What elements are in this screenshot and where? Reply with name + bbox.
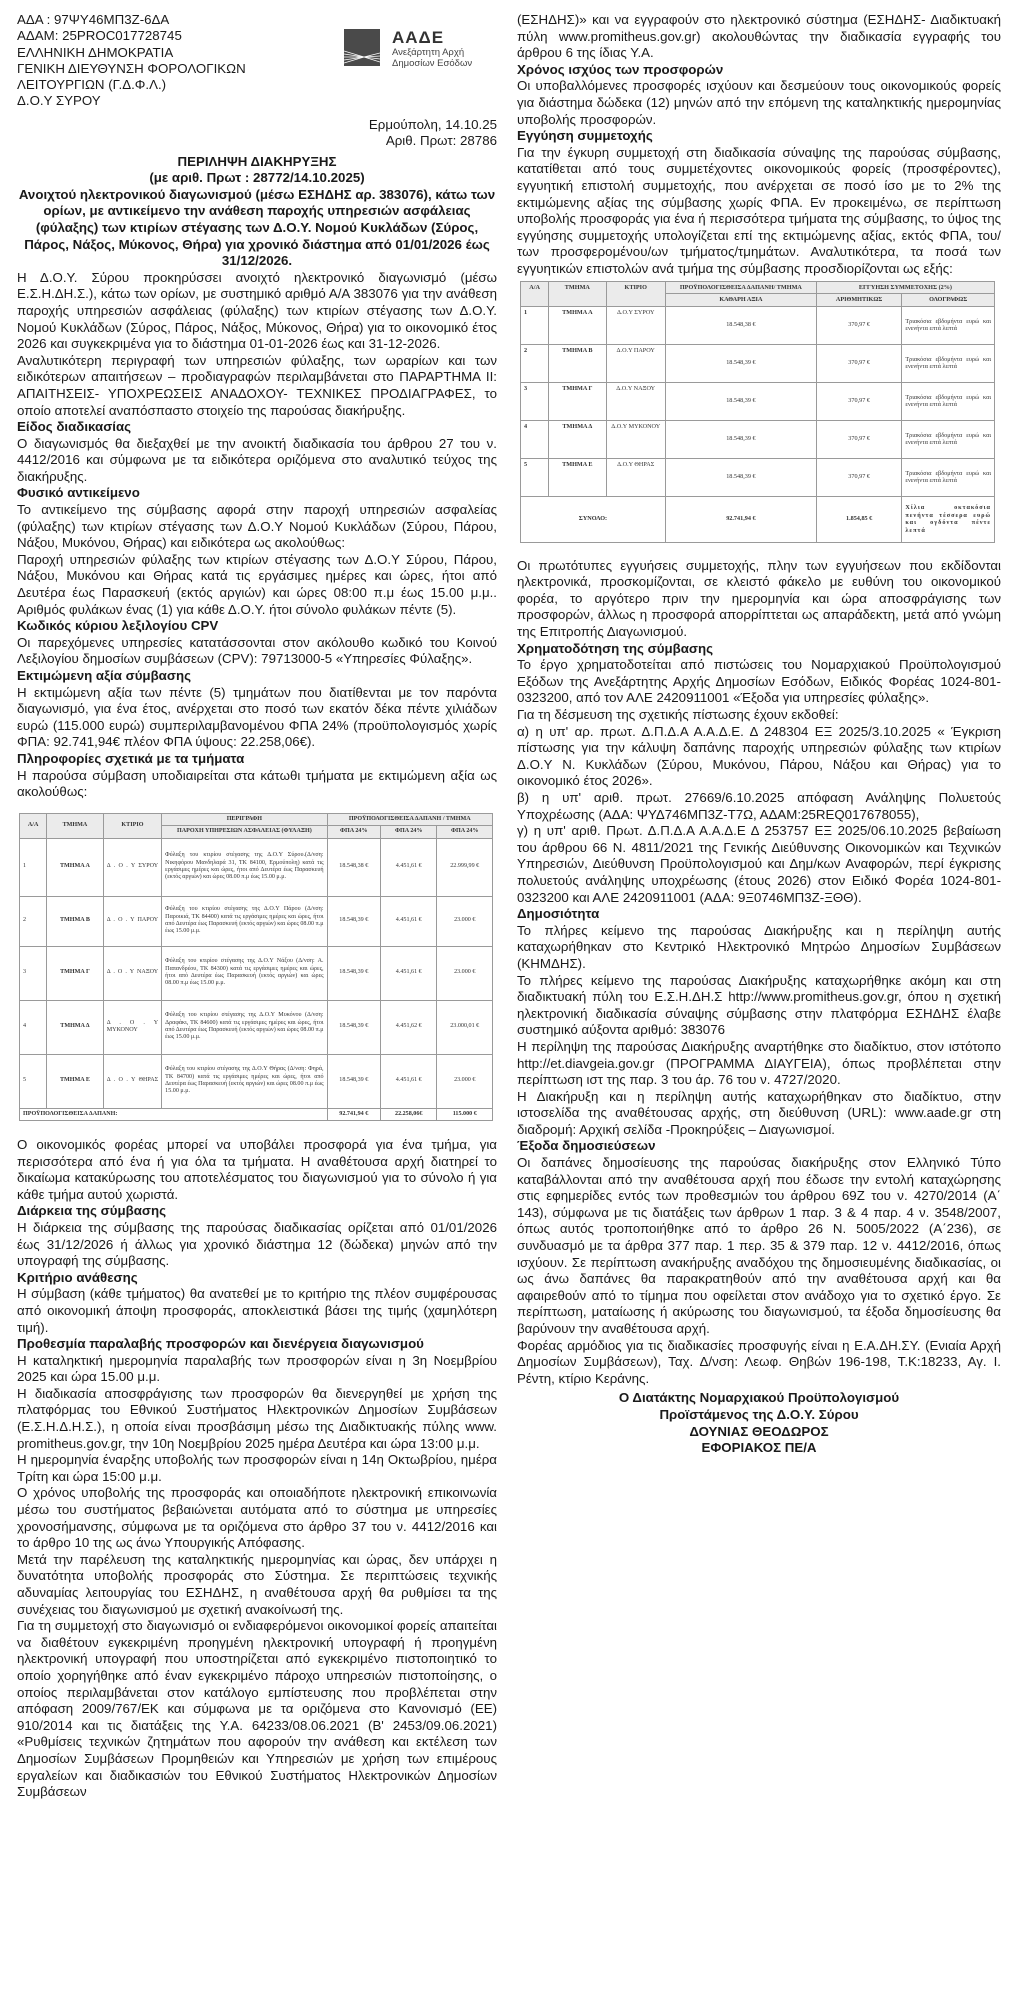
guarantee-table	[520, 281, 995, 543]
title-main: ΠΕΡΙΛΗΨΗ ΔΙΑΚΗΡΥΞΗΣ	[177, 153, 337, 169]
adam-line: ΑΔΑΜ: 25PROC017728745	[17, 28, 182, 44]
physical-object-text-2: Παροχή υπηρεσιών φύλαξης των κτιρίων στέγασης των Δ.Ο.Υ Σύρου, Πάρου, Νάξου, Μυκόνου και Θήρας κατά τις εργάσιμες ημέρες και ώρες, ήτοι από Δευτέρα έως Παρασκευή (εκτός αργιών) και ώρες 08:00 π.μ έως 15.00 μ.μ.. Αριθμός φυλάκων ένας (1) για κάθε Δ.Ο.Υ. ήτοι σύνολο φυλάκων πέντε (5).	[17, 551, 497, 617]
tax-office-line: Δ.Ο.Υ ΣΥΡΟΥ	[17, 93, 101, 109]
col-header-words: ΟΛΟΓΡΑΦΩΣ	[902, 294, 995, 307]
col-header-lot: ΤΜΗΜΑ	[549, 281, 606, 306]
col-header-net-value: ΚΑΘΑΡΗ ΑΞΙΑ	[665, 294, 816, 307]
cell-aa: 4	[20, 1000, 47, 1054]
cell-aa: 1	[20, 838, 47, 896]
cell-words: Τριακόσια εβδομήντα ευρώ και ενενήντα επτά λεπτά	[902, 344, 995, 382]
left-column	[17, 0, 497, 1801]
title-protocol: (με αριθ. Πρωτ : 28772/14.10.2025)	[149, 170, 365, 186]
cell-lot: ΤΜΗΜΑ Ε	[47, 1054, 103, 1108]
table-row	[20, 896, 493, 946]
total-net: 92.741,94 €	[665, 496, 816, 542]
col-header-vat-1: ΦΠΑ 24%	[327, 826, 380, 838]
funding-text-1: Το έργο χρηματοδοτείται από πιστώσεις του Νομαρχιακού Προϋπολογισμού Εξόδων της Ανεξάρτητης Αρχής Δημοσίων Εσόδων, Ειδικός Φορέας 1024-801-0323200, από τον ΑΛΕ 2420911001 «Έξοδα για υπηρεσίες φύλαξης».	[517, 657, 1001, 706]
duration-text: Η διάρκεια της σύμβασης της παρούσας διαδικασίας ορίζεται από 01/01/2026 έως 31/12/2026 ή άλλως για χρονικό διάστημα 12 (δώδεκα) μηνών από την υπογραφή της σύμβασης.	[17, 1219, 497, 1269]
right-column	[517, 12, 1001, 1457]
col-header-description-sub: ΠΑΡΟΧΗ ΥΠΗΡΕΣΙΩΝ ΑΣΦΑΛΕΙΑΣ (ΦΥΛΑΞΗ)	[162, 826, 327, 838]
publication-costs-text: Οι δαπάνες δημοσίευσης της παρούσας διακήρυξης στον Ελληνικό Τύπο καταβάλλονται από την αναθέτουσα αρχή που έδωσε την εντολή καταχώρησης στις εφημερίδες εντός των προθεσμιών του άρθρου 69Ζ του ν. 4270/2014 (Α΄ 143), σύμφωνα με τις διατάξεις των άρθρων 1 παρ. 3 & 4 παρ. 4 ν. 3548/2007, όπως αυτός τροποποιήθηκε από το άρθρο 26 Ν. 5005/2022 (Α΄236), σε συνδυασμό με τα άρθρα 377 παρ. 1 περ. 35 & 379 παρ. 12 ν. 4412/2016, όπως ισχύουν. Σε περίπτωση ανακήρυξης αναδόχου της δημοσιευμένης διαδικασίας, οι ως άνω δαπάνες θα παρακρατηθούν από την αναθέτουσα αρχή και θα αφαιρεθούν από το τίμημα που οφείλεται στον ανάδοχο για το σχετικό έργο. Σε περίπτωση, ματαίωσης ή ακύρωσης του διαγωνισμού, τα έξοδα δημοσίευσης θα βαρύνουν την αναθέτουσα αρχή.	[517, 1155, 1001, 1336]
heading-lots-info: Πληροφορίες σχετικά με τα τμήματα	[17, 750, 245, 766]
cell-building: Δ . Ο . Υ ΠΑΡΟΥ	[103, 896, 161, 946]
cell-net: 18.548,38 €	[327, 838, 380, 896]
directorate-line: ΓΕΝΙΚΗ ΔΙΕΥΘΥΝΣΗ ΦΟΡΟΛΟΓΙΚΩΝ	[17, 60, 246, 76]
cell-lot: ΤΜΗΜΑ Β	[47, 896, 103, 946]
cell-building: Δ . Ο . Υ ΘΗΡΑΣ	[103, 1054, 161, 1108]
heading-cpv: Κωδικός κύριου λεξιλογίου CPV	[17, 618, 219, 634]
letterhead	[17, 0, 497, 109]
cell-description: Φύλαξη του κτιρίου στέγασης της Δ.Ο.Υ Μυκόνου (Δ/νση: Δραφάκι, ΤΚ 84600) κατά τις εργάσιμες ημέρες και ώρες, ήτοι από Δευτέρα έως Παρασκευή (εκτός αργιών) και ώρες 08.00 π.μ έως 15.00 μ.μ.	[162, 1000, 327, 1054]
signatory-position: Προϊστάμενος της Δ.Ο.Υ. Σύρου	[659, 1406, 859, 1422]
cell-net: 18.548,39 €	[327, 1000, 380, 1054]
publicity-text-3: Η περίληψη της παρούσας Διακήρυξης αναρτήθηκε στο διαδίκτυο, στον ιστότοπο http://et.diavgeia.gov.gr (ΠΡΟΓΡΑΜΜΑ ΔΙΑΥΓΕΙΑ), όπως προβλέπεται στην περίπτωση ιστ της παρ. 3 του άρ. 76 του ν. 4727/2020.	[517, 1038, 1001, 1088]
funding-item-c: γ) η υπ' αριθ. Πρωτ. Δ.Π.Δ.Α Α.Α.Δ.Ε Δ 253757 ΕΞ 2025/06.10.2025 βεβαίωση του άρθρου 66 Ν. 4811/2021 της Γενικής Διεύθυνσης Οικονομικών και Τεχνικών Υπηρεσιών, Διεύθυνση Προϋπολογισμού και Δημ/κων Αναφορών, περί έγκρισης πολυετούς ανάληψης υποχρέωσης (έτους 2026) στον Ειδικό Φορέα 1024-801-0323200 και ΑΛΕ 2420911001 (ΑΔΑ: 9Ξ0746ΜΠ3Ζ-ΞΘΘ).	[517, 823, 1001, 905]
cell-total: 23.000 €	[437, 1054, 493, 1108]
cell-building: Δ . Ο . Υ ΜΥΚΟΝΟΥ	[103, 1000, 161, 1054]
total-sum: 115.000 €	[437, 1108, 493, 1120]
operations-line: ΛΕΙΤΟΥΡΓΙΩΝ (Γ.Δ.Φ.Λ.)	[17, 77, 167, 93]
col-header-budget: ΠΡΟΫΠΟΛΟΓΙΣΘΕΙΣΑ ΔΑΠΑΝΗ / ΤΜΗΜΑ	[327, 813, 492, 825]
continuation-text: (ΕΣΗΔΗΣ)» και να εγγραφούν στο ηλεκτρονικό σύστημα (ΕΣΗΔΗΣ- Διαδικτυακή πύλη www.promitheus.gov.gr) ακολουθώντας την διαδικασία εγγραφής του άρθρου 6 της ίδιας Υ.Α.	[517, 12, 1001, 61]
cell-aa: 3	[521, 382, 549, 420]
cell-vat: 4.451,62 €	[381, 1000, 437, 1054]
table-row	[521, 306, 995, 344]
cell-net: 18.548,39 €	[327, 1054, 380, 1108]
date-protocol-block	[17, 117, 497, 150]
col-header-budget: ΠΡΟΫΠΟΛΟΓΙΣΘΕΙΣΑ ΔΑΠΑΝΗ/ ΤΜΗΜΑ	[665, 281, 816, 294]
table-row	[20, 1000, 493, 1054]
cell-description: Φύλαξη του κτιρίου στέγασης της Δ.Ο.Υ Νάξου (Δ/νση: Α. Παπανδρέου, ΤΚ 84300) κατά τις εργάσιμες ημέρες και ώρες, ήτοι από Δευτέρα έως Παρασκευή (εκτός αργιών) και ώρες 08.00 π.μ έως 15.00 μ.μ.	[162, 946, 327, 1000]
cell-total: 23.000,01 €	[437, 1000, 493, 1054]
cpv-text: Οι παρεχόμενες υπηρεσίες κατατάσσονται στον ακόλουθο κωδικό του Κοινού Λεξιλογίου δημοσίων συμβάσεων (CPV): 79713000-5 «Υπηρεσίες Φύλαξης».	[17, 634, 497, 667]
cell-numeric: 370,97 €	[816, 458, 902, 496]
table-row	[20, 838, 493, 896]
protocol-number: Αριθ. Πρωτ: 28786	[385, 133, 497, 149]
cell-aa: 5	[521, 458, 549, 496]
deadline-text-5: Μετά την παρέλευση της καταληκτικής ημερομηνίας και ώρας, δεν υπάρχει η δυνατότητα υποβολής προσφοράς στο Σύστημα. Σε περιπτώσεις τεχνικής αδυναμίας λειτουργίας του ΕΣΗΔΗΣ, η αναθέτουσα αρχή θα ρυθμίσει τα της συνέχειας του διαγωνισμού με σχετική ανακοίνωσή της.	[17, 1551, 497, 1617]
cell-words: Τριακόσια εβδομήντα ευρώ και ενενήντα επτά λεπτά	[902, 458, 995, 496]
table-row	[521, 420, 995, 458]
heading-publication-costs: Έξοδα δημοσιεύσεων	[517, 1138, 656, 1154]
cell-vat: 4.451,61 €	[381, 838, 437, 896]
heading-funding: Χρηματοδότηση της σύμβασης	[517, 640, 714, 656]
cell-aa: 4	[521, 420, 549, 458]
table-row	[521, 382, 995, 420]
cell-aa: 2	[20, 896, 47, 946]
col-header-aa: Α/Α	[20, 813, 47, 838]
cell-lot: ΤΜΗΜΑ Β	[549, 344, 606, 382]
cell-net: 18.548,38 €	[665, 306, 816, 344]
heading-physical-object: Φυσικό αντικείμενο	[17, 485, 140, 501]
col-header-description: ΠΕΡΙΓΡΑΦΗ	[162, 813, 327, 825]
cell-numeric: 370,97 €	[816, 382, 902, 420]
cell-numeric: 370,97 €	[816, 306, 902, 344]
cell-building: Δ . Ο . Υ ΝΑΞΟΥ	[103, 946, 161, 1000]
lots-info-text: Η παρούσα σύμβαση υποδιαιρείται στα κάτωθι τμήματα με εκτιμώμενη αξία ως ακολούθως:	[17, 767, 497, 800]
cell-vat: 4.451,61 €	[381, 1054, 437, 1108]
cell-aa: 1	[521, 306, 549, 344]
publicity-text-2: Το πλήρες κείμενο της παρούσας Διακήρυξης καταχωρήθηκε ακόμη και στη διαδικτυακή πύλη του Ε.Σ.Η.ΔΗ.Σ http://www.promitheus.gov.gr, όπου η σχετική ηλεκτρονική διαδικασία σύναψης σύμβασης στην πλατφόρμα ΕΣΗΔΗΣ έλαβε συστημικό αύξοντα αριθμό: 383076	[517, 972, 1001, 1038]
heading-publicity: Δημοσιότητα	[517, 906, 600, 922]
col-header-vat-2: ΦΠΑ 24%	[381, 826, 437, 838]
deadline-text-2: Η διαδικασία αποσφράγισης των προσφορών θα διενεργηθεί με χρήση της πλατφόρμας του Εθνικού Συστήματος Ηλεκτρονικών Δημοσίων Συμβάσεων (Ε.Σ.Η.Δ.Η.Σ.), η οποία είναι προσβάσιμη μέσω της Διαδικτυακής πύλης www. promitheus.gov.gr, την 10η Νοεμβρίου 2025 ημέρα Δευτέρα και ώρα 13:00 μ.μ.	[17, 1385, 497, 1451]
procedure-type-text: Ο διαγωνισμός θα διεξαχθεί με την ανοικτή διαδικασία του άρθρου 27 του ν. 4412/2016 και σύμφωνα με τα ειδικότερα οριζόμενα στο αναλυτικό τεύχος της διακήρυξης.	[17, 435, 497, 484]
cell-net: 18.548,39 €	[665, 382, 816, 420]
funding-item-a: α) η υπ' αρ. πρωτ. Δ.Π.Δ.Α Α.Α.Δ.Ε. Δ 248304 ΕΞ 2025/3.10.2025 « Έγκριση πίστωσης για την κάλυψη δαπάνης παροχής υπηρεσιών φύλαξης των κτιρίων Δ.Ο.Υ Ν. Κυκλάδων (Σύρου, Μυκόνου, Πάρου, Νάξου και Θήρας) για το οικονομικό έτος 2026».	[517, 723, 1001, 789]
cell-net: 18.548,39 €	[665, 458, 816, 496]
table-row	[20, 1054, 493, 1108]
cell-words: Τριακόσια εβδομήντα ευρώ και ενενήντα επτά λεπτά	[902, 382, 995, 420]
deadline-text-3: Η ημερομηνία έναρξης υποβολής των προσφορών είναι η 14η Οκτωβρίου, ημέρα Τρίτη και ώρα 15:00 μ.μ.	[17, 1452, 497, 1484]
table-total-row	[20, 1108, 493, 1120]
deadline-text-6: Για τη συμμετοχή στο διαγωνισμό οι ενδιαφερόμενοι οικονομικοί φορείς απαιτείται να διαθέτουν εγκεκριμένη προηγμένη ηλεκτρονική υπογραφή ή προηγμένη ηλεκτρονική υπογραφή που υποστηρίζεται από εγκεκριμένο πιστοποιητικό το οποίο χορηγήθηκε από έναν εγκεκριμένο πάροχο υπηρεσιών πιστοποίησης, ο οποίος περιλαμβάνεται στον κατάλογο εμπίστευσης που προβλέπεται στην απόφαση 2009/767/ΕΚ και σύμφωνα με τα οριζόμενα στο Κανονισμό (ΕΕ) 910/2014 και τις διατάξεις της Υ.Α. 64233/08.06.2021 (Β' 2453/09.06.2021) «Ρυθμίσεις τεχνικών ζητημάτων που αφορούν την ανάθεση και εκτέλεση των Δημοσίων Συμβάσεων Προμηθειών και Υπηρεσιών με χρήση των επιμέρους εργαλείων και διαδικασιών του Εθνικού Συστήματος Ηλεκτρονικών Δημοσίων Συμβάσεων	[17, 1618, 497, 1800]
signature-block	[517, 1390, 1001, 1456]
cell-net: 18.548,39 €	[665, 344, 816, 382]
total-label: ΠΡΟΫΠΟΛΟΓΙΣΘΕΙΣΑ ΔΑΠΑΝΗ:	[20, 1108, 328, 1120]
funding-text-2: Για τη δέσμευση της σχετικής πίστωσης έχουν εκδοθεί:	[517, 707, 839, 723]
estimated-value-text: Η εκτιμώμενη αξία των πέντε (5) τμημάτων που διατίθενται με τον παρόντα διαγωνισμό, για ένα έτος, ανέρχεται στο ποσό των εκατόν δέκα πέντε χιλιάδων ευρώ (115.000 ευρώ) συμπεριλαμβανομένου ΦΠΑ 24% (προϋπολογισμός χωρίς ΦΠΑ: 92.741,94€ πλέον ΦΠΑ ύψους: 22.258,06€).	[17, 684, 497, 750]
heading-deadline: Προθεσμία παραλαβής προσφορών και διενέργεια διαγωνισμού	[17, 1336, 424, 1352]
cell-building: Δ.Ο.Υ ΘΗΡΑΣ	[606, 458, 665, 496]
lots-bidding-text: Ο οικονομικός φορέας μπορεί να υποβάλει προσφορά για ένα τμήμα, για περισσότερα από ένα ή για όλα τα τμήματα. Η αναθέτουσα αρχή διατηρεί το δικαίωμα κατακύρωσης του αποτελέσματος του διαγωνισμού για το σύνολο ή για κάθε τμήμα αυτού χωριστά.	[17, 1136, 497, 1202]
cell-description: Φύλαξη του κτιρίου στέγασης της Δ.Ο.Υ Σύρου.(Δ/νση: Νικηφόρου Μανδηλαρά 31, ΤΚ 84100, Ερμούπολη) κατά τις εργάσιμες ημέρες και ώρες, ήτοι από Δευτέρα έως Παρασκευή (εκτός αργιών) και ώρες 08.00 π.μ έως 15.00 μ.μ.	[162, 838, 327, 896]
cell-vat: 4.451,61 €	[381, 896, 437, 946]
cell-building: Δ.Ο.Υ ΣΥΡΟΥ	[606, 306, 665, 344]
aade-logo-mark-icon	[344, 29, 380, 66]
document-title	[17, 154, 497, 270]
total-numeric: 1.854,85 €	[816, 496, 902, 542]
participation-guarantee-text: Για την έγκυρη συμμετοχή στη διαδικασία σύναψης της παρούσας σύμβασης, κατατίθεται από τους συμμετέχοντες οικονομικούς φορείς (προσφέροντες), εγγυητική επιστολή συμμετοχής, που ανέρχεται σε ποσό ίσο με το 2% της εκτιμώμενης αξίας της σύμβασης χωρίς ΦΠΑ. Εν προκειμένω, σε περίπτωση υποβολής προσφοράς για ένα ή περισσότερα τμήματα της σύμβασης, το ύψος της εγγύησης συμμετοχής υπολογίζεται επί της εκτιμώμενης αξίας, εκτός ΦΠΑ, του/των προσφερομένου/ων τμήματος/τμημάτων. Αναλυτικότερα, τα ποσά των εγγυητικών επιστολών ανά τμήμα της σύμβασης προσδιορίζονται ως εξής:	[517, 144, 1001, 276]
cell-aa: 2	[521, 344, 549, 382]
cell-net: 18.548,39 €	[327, 946, 380, 1000]
cell-net: 18.548,39 €	[327, 896, 380, 946]
table-row	[521, 458, 995, 496]
deadline-text-4: Ο χρόνος υποβολής της προσφοράς και οποιαδήποτε ηλεκτρονική επικοινωνία μέσω του συστήματος βεβαιώνεται αυτόματα από το σύστημα με υπηρεσίες χρονοσήμανσης, σύμφωνα με τα οριζόμενα στο άρθρο 37 του ν. 4412/2016 και το άρθρο 10 της ως άνω Υπουργικής Απόφασης.	[17, 1485, 497, 1551]
title-subject: Ανοιχτού ηλεκτρονικού διαγωνισμού (μέσω ΕΣΗΔΗΣ αρ. 383076), κάτω των ορίων, με αντικείμενο την ανάθεση παροχής υπηρεσιών ασφάλειας (φύλαξης) των κτιρίων στέγασης των Δ.Ο.Υ. Νομού Κυκλάδων (Σύρος, Πάρος, Νάξος, Μύκονος, Θήρα) για χρονικό διάστημα από 01/01/2026 έως 31/12/2026.	[18, 186, 496, 269]
col-header-aa: Α/Α	[521, 281, 549, 306]
lots-budget-table	[19, 813, 493, 1121]
cell-lot: ΤΜΗΜΑ Δ	[47, 1000, 103, 1054]
cell-building: Δ.Ο.Υ ΠΑΡΟΥ	[606, 344, 665, 382]
intro-paragraph-2: Αναλυτικότερη περιγραφή των υπηρεσιών φύλαξης, των ωραρίων και των ειδικότερων απαιτήσεων – προδιαγραφών περιλαμβάνεται στο ΠΑΡΑΡΤΗΜΑ ΙΙ: ΑΠΑΙΤΗΣΕΙΣ- ΥΠΟΧΡΕΩΣΕΙΣ ΑΝΑΔΟΧΟΥ- ΤΕΧΝΙΚΕΣ ΠΡΟΔΙΑΓΡΑΦΕΣ, το οποίο αποτελεί αναπόσπαστο στοιχείο της παρούσας διακήρυξης.	[17, 352, 497, 418]
place-date: Ερμούπολη, 14.10.25	[368, 117, 497, 132]
heading-duration: Διάρκεια της σύμβασης	[17, 1203, 166, 1219]
heading-participation-guarantee: Εγγύηση συμμετοχής	[517, 128, 653, 144]
col-header-numeric: ΑΡΙΘΜΗΤΙΚΩΣ	[816, 294, 902, 307]
total-label: ΣΥΝΟΛΟ:	[521, 496, 666, 542]
publicity-text-1: Το πλήρες κείμενο της παρούσας Διακήρυξης και η περίληψη αυτής καταχωρήθηκαν στο Κεντρικό Ηλεκτρονικό Μητρώο Δημοσίων Συμβάσεων (ΚΗΜΔΗΣ).	[517, 922, 1001, 971]
cell-description: Φύλαξη του κτιρίου στέγασης της Δ.Ο.Υ Πάρου (Δ/νση: Παροικιά, ΤΚ 84400) κατά τις εργάσιμες ημέρες και ώρες, ήτοι από Δευτέρα έως Παρασκευή (εκτός αργιών) και ώρες 08.00 π.μ έως 15.00 μ.μ.	[162, 896, 327, 946]
col-header-guarantee: ΕΓΓΥΗΣΗ ΣΥΜΜΕΤΟΧΗΣ (2%)	[816, 281, 994, 294]
cell-building: Δ . Ο . Υ ΣΥΡΟΥ	[103, 838, 161, 896]
signatory-name: ΔΟΥΝΙΑΣ ΘΕΟΔΩΡΟΣ	[689, 1423, 829, 1439]
funding-item-b: β) η υπ' αριθ. πρωτ. 27669/6.10.2025 απόφαση Ανάληψης Πολυετούς Υποχρέωσης (ΑΔΑ: ΨΥΔ746ΜΠ3Ζ-Τ7Ω, ΑΔΑΜ:25REQ017678055),	[517, 790, 1001, 822]
offer-validity-text: Οι υποβαλλόμενες προσφορές ισχύουν και δεσμεύουν τους οικονομικούς φορείς για διάστημα δώδεκα (12) μηνών από την επόμενη της καταληκτικής ημερομηνίας υποβολής προσφορών.	[517, 78, 1001, 127]
table-row	[20, 946, 493, 1000]
logo-title: ΑΑΔΕ	[392, 28, 445, 47]
table-row	[521, 344, 995, 382]
aade-logo	[344, 29, 472, 69]
cell-total: 23.000 €	[437, 896, 493, 946]
publicity-text-4: Η Διακήρυξη και η περίληψη αυτής καταχωρήθηκαν στο διαδίκτυο, στην ιστοσελίδα της αναθέτουσας αρχής, στη διεύθυνση (URL): www.aade.gr στη διαδρομή: Αρχική σελίδα -Προκηρύξεις – Διαγωνισμοί.	[517, 1088, 1001, 1137]
cell-description: Φύλαξη του κτιρίου στέγασης της Δ.Ο.Υ Θήρας (Δ/νση: Φηρά, ΤΚ 84700) κατά τις εργάσιμες ημέρες και ώρες, ήτοι από Δευτέρα έως Παρασκευή (εκτός αργιών) και ώρες 08.00 π.μ έως 15.00 μ.μ.	[162, 1054, 327, 1108]
heading-award-criterion: Κριτήριο ανάθεσης	[17, 1269, 138, 1285]
heading-offer-validity: Χρόνος ισχύος των προσφορών	[517, 61, 724, 77]
original-guarantees-text: Οι πρωτότυπες εγγυήσεις συμμετοχής, πλην των εγγυήσεων που εκδίδονται ηλεκτρονικά, προσκομίζονται, σε κλειστό φάκελο με ευθύνη του οικονομικού φορέα, το αργότερο πριν την ημερομηνία και ώρα αποσφράγισης των προσφορών, άλλως η προσφορά απορρίπτεται ως απαράδεκτη, μετά από γνώμη της Επιτροπής Διαγωνισμού.	[517, 557, 1001, 640]
cell-lot: ΤΜΗΜΑ Α	[47, 838, 103, 896]
total-vat: 22.258,06€	[381, 1108, 437, 1120]
col-header-lot: ΤΜΗΜΑ	[47, 813, 103, 838]
col-header-vat-3: ΦΠΑ 24%	[437, 826, 493, 838]
table-total-row	[521, 496, 995, 542]
appeal-body-text: Φορέας αρμόδιος για τις διαδικασίες προσφυγής είναι η Ε.Α.ΔΗ.ΣΥ. (Ενιαία Αρχή Δημοσίων Συμβάσεων), Ταχ. Δ/νση: Λεωφ. Θηβών 196-198, Τ.Κ:18233, Αγ. Ι. Ρέντη, κτίριο Κεράνης.	[517, 1337, 1001, 1386]
logo-subtitle-2: Δημοσίων Εσόδων	[392, 58, 473, 69]
col-header-building: ΚΤΙΡΙΟ	[606, 281, 665, 306]
cell-lot: ΤΜΗΜΑ Ε	[549, 458, 606, 496]
heading-estimated-value: Εκτιμώμενη αξία σύμβασης	[17, 668, 191, 683]
total-net: 92.741,94 €	[327, 1108, 380, 1120]
cell-building: Δ.Ο.Υ ΜΥΚΟΝΟΥ	[606, 420, 665, 458]
intro-paragraph-1: Η Δ.Ο.Υ. Σύρου προκηρύσσει ανοιχτό ηλεκτρονικό διαγωνισμό (μέσω Ε.Σ.Η.ΔΗ.Σ.), κάτω των ορίων, με συστημικό αριθμό Α/Α 383076 για την ανάθεση παροχής υπηρεσιών ασφάλειας (φύλαξης) των κτιρίων στέγασης των Δ.Ο.Υ. Νομού Κυκλάδων (Σύρος, Πάρος, Νάξος, Μύκονος, Θήρα) για το οικονομικό έτος 2026 και συγκεκριμένα για το διάστημα 01-01-2026 έως και 31-12-2026.	[17, 269, 497, 352]
col-header-building: ΚΤΙΡΙΟ	[103, 813, 161, 838]
cell-lot: ΤΜΗΜΑ Γ	[47, 946, 103, 1000]
cell-total: 22.999,99 €	[437, 838, 493, 896]
award-criterion-text: Η σύμβαση (κάθε τμήματος) θα ανατεθεί με το κριτήριο της πλέον συμφέρουσας από οικονομική άποψη προσφοράς, αποκλειστικά βάσει της τιμής (χαμηλότερη τιμή).	[17, 1286, 497, 1335]
cell-numeric: 370,97 €	[816, 420, 902, 458]
cell-net: 18.548,39 €	[665, 420, 816, 458]
cell-aa: 5	[20, 1054, 47, 1108]
republic-line: ΕΛΛΗΝΙΚΗ ΔΗΜΟΚΡΑΤΙΑ	[17, 44, 174, 60]
physical-object-text-1: Το αντικείμενο της σύμβασης αφορά στην παροχή υπηρεσιών ασφαλείας (φύλαξης) των κτιρίων στέγασης των Δ.Ο.Υ Νομού Κυκλάδων (Σύρου, Πάρου, Νάξου, Μυκόνου, Θήρας) και ειδικότερα ως ακολούθως:	[17, 502, 497, 551]
total-words: Χίλια οκτακόσια πενήντα τέσσερα ευρώ και ογδόντα πέντε λεπτά	[902, 496, 995, 542]
cell-total: 23.000 €	[437, 946, 493, 1000]
cell-lot: ΤΜΗΜΑ Α	[549, 306, 606, 344]
logo-subtitle-1: Ανεξάρτητη Αρχή	[392, 47, 465, 58]
ada-line: ΑΔΑ : 97ΨΥ46ΜΠ3Ζ-6ΔΑ	[17, 12, 170, 27]
cell-lot: ΤΜΗΜΑ Δ	[549, 420, 606, 458]
heading-procedure-type: Είδος διαδικασίας	[17, 419, 132, 435]
signatory-rank: ΕΦΟΡΙΑΚΟΣ ΠΕ/Α	[701, 1440, 817, 1456]
cell-aa: 3	[20, 946, 47, 1000]
deadline-text-1: Η καταληκτική ημερομηνία παραλαβής των προσφορών είναι η 3η Νοεμβρίου 2025 και ώρα 15.00 μ.μ.	[17, 1352, 497, 1385]
cell-building: Δ.Ο.Υ ΝΑΞΟΥ	[606, 382, 665, 420]
cell-words: Τριακόσια εβδομήντα ευρώ και ενενήντα επτά λεπτά	[902, 306, 995, 344]
signatory-role: Ο Διατάκτης Νομαρχιακού Προϋπολογισμού	[618, 1390, 900, 1406]
cell-lot: ΤΜΗΜΑ Γ	[549, 382, 606, 420]
cell-words: Τριακόσια εβδομήντα ευρώ και ενενήντα επτά λεπτά	[902, 420, 995, 458]
cell-numeric: 370,97 €	[816, 344, 902, 382]
cell-vat: 4.451,61 €	[381, 946, 437, 1000]
